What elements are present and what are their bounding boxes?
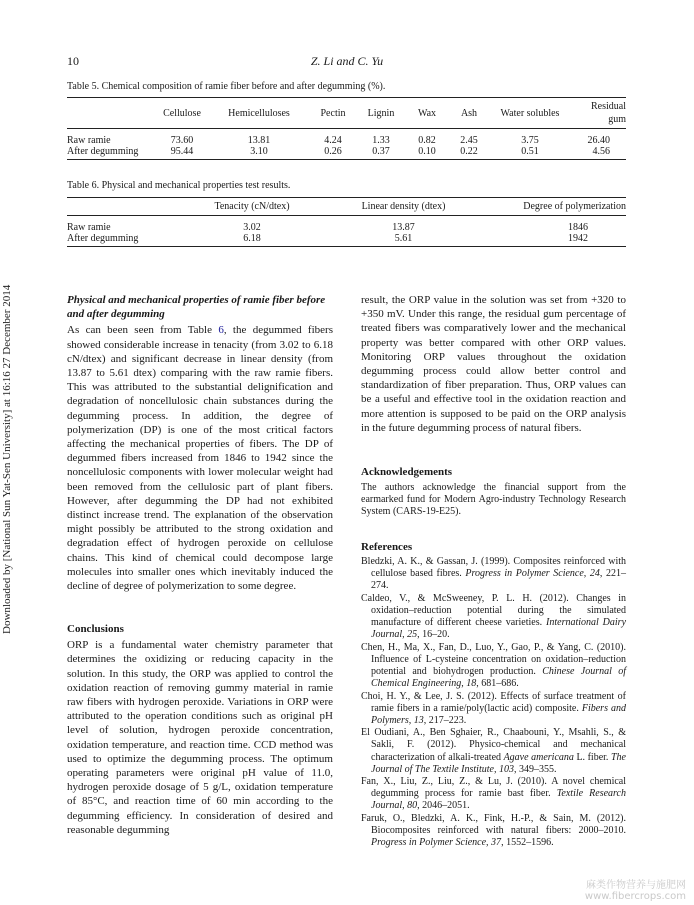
reference-item xyxy=(361,691,626,727)
table6-header-cell: Degree of polymerization xyxy=(480,198,626,216)
reference-text: , 221–274. xyxy=(371,568,626,592)
site-watermark xyxy=(585,880,686,902)
reference-item xyxy=(361,727,626,775)
table-cell: 6.18 xyxy=(177,233,327,247)
table5-header-cell: Ash xyxy=(449,98,489,129)
paragraph-physical xyxy=(67,323,333,593)
table-cell: 73.60 xyxy=(170,135,194,146)
table-cell: 26.40 xyxy=(587,135,610,146)
left-column-body xyxy=(67,293,333,593)
table6 xyxy=(67,197,626,247)
table-row xyxy=(67,146,626,160)
reference-journal: Textile Research Journal, 80 xyxy=(371,788,627,812)
reference-journal: Agave americana xyxy=(503,751,574,763)
table6-header-cell xyxy=(67,198,177,216)
table5-header-cell: Lignin xyxy=(357,98,405,129)
paragraph-text: As can been seen from Table xyxy=(67,324,219,337)
reference-text: Fan, X., Liu, Z., Liu, Z., & Lu, J. (2010). A novel chemical degumming process for ramie bast fiber. xyxy=(361,776,626,800)
table-cell: 5.61 xyxy=(327,233,480,247)
section-heading-references: References xyxy=(361,541,413,553)
reference-item xyxy=(361,593,626,641)
reference-text: Chen, H., Ma, X., Fan, D., Luo, Y., Gao, P., & Yang, C. (2010). Influence of L-cysteine concentration on oxidation–reduction potential and biohydrogen production. xyxy=(361,641,626,677)
table5-row-label: After degumming xyxy=(67,146,155,160)
table-cell: 3.02 xyxy=(243,222,261,233)
reference-item xyxy=(361,556,626,592)
reference-text: L. fiber. xyxy=(573,751,611,763)
reference-text: Faruk, O., Bledzki, A. K., Fink, H.-P., & Sain, M. (2012). Biocomposites reinforced with natural fibers: 2000–2010. xyxy=(361,812,626,837)
page-number: 10 xyxy=(67,54,79,68)
table-row xyxy=(67,216,626,234)
table-cell: 0.82 xyxy=(418,135,436,146)
conclusions-block xyxy=(67,622,333,837)
table5 xyxy=(67,97,626,160)
paragraph-text: , the degummed fibers showed considerable increase in tenacity (from 3.02 to 6.18 cN/dtex) and significant decrease in linear density (from 13.87 to 5.61 dtex) comparing with the raw ramie fibers. This was attributed to the substantial delignification and degradation of noncellulosic chain substances during the degumming process. In addition, the degree of polymerization (DP) is one of the most critical factors affecting the mechanical properties of fibers. The DP of degummed fibers increased from 1846 to 1942 since the noncellulosic components with lower molecular weight had been removed from the cellulosic part of plant fibers. However, after degumming the DP had not exhibited distinct increase trend. The explanation of the observation might possibly be attributed to the strong oxidation and degradation effect of hydrogen peroxide on cellulose chains. This kind of chemical could decompose large molecules into smaller ones which inevitably induced the decline of degree of polymerization to some degree. xyxy=(67,324,333,593)
table-row xyxy=(67,233,626,247)
table5-caption: Table 5. Chemical composition of ramie fiber before and after degumming (%). xyxy=(67,81,386,92)
reference-item xyxy=(361,813,626,849)
table-cell: 4.24 xyxy=(324,135,342,146)
reference-journal: Progress in Polymer Science, 37 xyxy=(371,837,502,849)
reference-text: Choi, H. Y., & Lee, J. S. (2012). Effects of surface treatment of ramie fibers in a ramie/poly(lactic acid) composite. xyxy=(361,690,626,714)
table-cell: 2.45 xyxy=(460,135,478,146)
reference-text: , 349–355. xyxy=(513,763,557,775)
reference-text: , 2046–2051. xyxy=(417,800,470,812)
table-cell: 3.10 xyxy=(209,146,309,160)
reference-journal: The Journal of The Textile Institute, 103 xyxy=(371,751,626,775)
table-cell: 4.56 xyxy=(571,146,626,160)
watermark-line: 麻类作物营养与施肥网 xyxy=(586,880,686,891)
paragraph-acknowledgements: The authors acknowledge the financial support from the earmarked fund for Modern Agro-industry Technology Research System (CARS-19-E25). xyxy=(361,482,626,517)
watermark-line: www.fibercrops.com xyxy=(584,891,686,902)
table-cell: 0.10 xyxy=(405,146,449,160)
table6-header-cell: Tenacity (cN/dtex) xyxy=(177,198,327,216)
table5-header-cell: Hemicelluloses xyxy=(209,98,309,129)
right-column-continued xyxy=(361,293,626,435)
table-cell: 13.87 xyxy=(392,222,415,233)
table-cell: 1.33 xyxy=(372,135,390,146)
reference-journal: Chinese Journal of Chemical Engineering, 18 xyxy=(371,665,626,689)
references-list xyxy=(361,540,626,850)
table6-caption: Table 6. Physical and mechanical properties test results. xyxy=(67,180,291,191)
table6-row-label: After degumming xyxy=(67,233,177,247)
reference-journal: Fibers and Polymers, 13 xyxy=(371,702,626,726)
table-cell: 13.81 xyxy=(247,135,271,146)
table5-header-cell: Cellulose xyxy=(155,98,209,129)
table-reference-link[interactable]: 6 xyxy=(218,324,224,337)
reference-text: El Oudiani, A., Ben Sghaier, R., Chaabouni, Y., Msahli, S., & Sakli, F. (2012). Physico-chemical and mechanical characterization of alkali-treated xyxy=(361,727,626,763)
paragraph-conclusions-continued: result, the ORP value in the solution was set from +320 to +350 mV. Under this range, the residual gum percentage of treated fibers was comparatively lower and the mechanical property was better compared with other ORP values. Monitoring ORP values throughout the oxidation degumming process could allow better control and standardization of fiber preparation. Thus, ORP values can be a useful and effective tool in the oxidation reaction and more attention is supposed to be paid on the ORP analysis in the future degumming process of natural fibers. xyxy=(361,294,626,434)
table6-row-label: Raw ramie xyxy=(67,222,111,233)
table-cell: 1942 xyxy=(480,233,626,247)
table-cell: 0.37 xyxy=(357,146,405,160)
download-side-note: Downloaded by [National Sun Yat-Sen University] at 16:16 27 December 2014 xyxy=(1,284,13,634)
section-heading-acknowledgements: Acknowledgements xyxy=(361,466,453,478)
table6-header-row xyxy=(67,198,626,216)
table-cell: 3.75 xyxy=(521,135,539,146)
acknowledgements-block xyxy=(361,465,626,518)
table-cell: 1846 xyxy=(568,222,588,233)
table-cell: 95.44 xyxy=(155,146,209,160)
reference-text: , 16–20. xyxy=(417,629,450,641)
reference-journal: International Dairy Journal, 25 xyxy=(371,616,627,641)
reference-item xyxy=(361,776,626,812)
reference-text: , 681–686. xyxy=(476,677,519,689)
reference-text: , 217–223. xyxy=(423,714,467,726)
table5-header-cell: Water solubles xyxy=(489,98,571,129)
table-cell: 0.51 xyxy=(489,146,571,160)
running-head-authors: Z. Li and C. Yu xyxy=(310,54,384,68)
table-cell: 0.22 xyxy=(449,146,489,160)
table-cell: 0.26 xyxy=(309,146,357,160)
table5-header-cell: Residual gum xyxy=(571,98,626,129)
reference-text: Caldeo, V., & McSweeney, P. L. H. (2012). Changes in oxidation–reduction potential during the simulated manufacture of different cheese varieties. xyxy=(361,592,626,628)
table-row xyxy=(67,129,626,147)
section-heading-physical: Physical and mechanical properties of ramie fiber before and after degumming xyxy=(67,294,326,321)
reference-item xyxy=(361,642,626,690)
table6-header-cell: Linear density (dtex) xyxy=(327,198,480,216)
reference-text: Bledzki, A. K., & Gassan, J. (1999). Composites reinforced with cellulose based fibres. xyxy=(361,556,626,580)
table5-header-cell xyxy=(67,98,155,129)
table5-header-cell: Pectin xyxy=(309,98,357,129)
table5-header-row xyxy=(67,98,626,129)
paragraph-conclusions: ORP is a fundamental water chemistry parameter that determines the oxidizing or reducing capacity in the solution. In this study, the ORP was applied to control the oxidation reaction of removing gummy material in ramie raw fibers with hydrogen peroxide. Variations in ORP were attributed to the operation conditions such as original pH level of solution, hydrogen peroxide concentration, oxidation temperature, and reaction time. CCD method was used to optimize the degumming process. The optimum operating parameters were original pH value of 11.0, hydrogen peroxide dosage of 5 g/L, oxidation temperature of 85°C, and reaction time of 60 min according to the degumming efficiency. In consideration of desired and reasonable degumming xyxy=(67,639,333,836)
table5-row-label: Raw ramie xyxy=(67,135,111,146)
section-heading-conclusions: Conclusions xyxy=(67,623,124,635)
table5-header-cell: Wax xyxy=(405,98,449,129)
reference-journal: Progress in Polymer Science, 24 xyxy=(465,568,600,580)
reference-text: , 1552–1596. xyxy=(501,837,554,849)
